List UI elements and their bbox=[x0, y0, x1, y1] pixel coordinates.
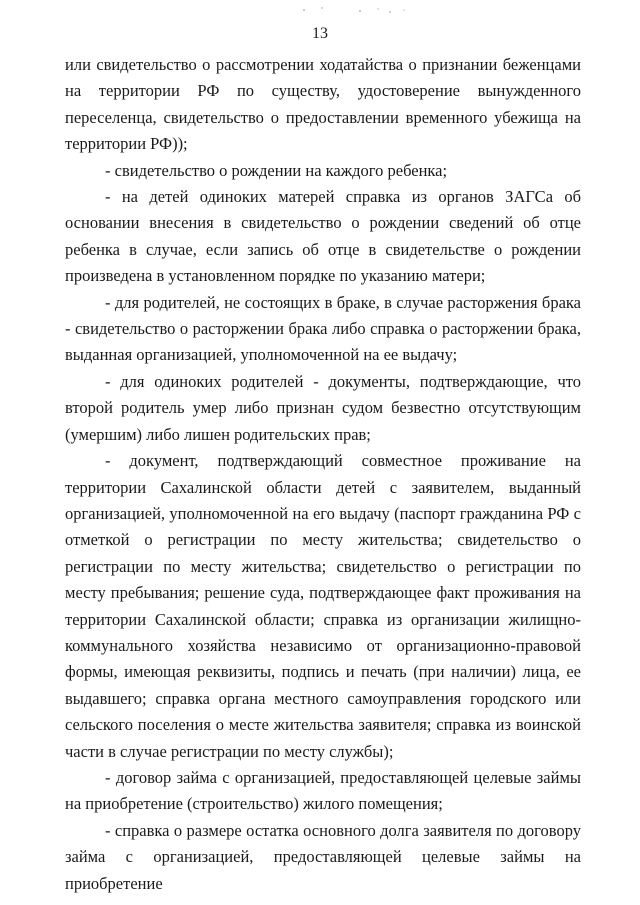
paragraph: или свидетельство о рассмотрении ходатайства о признании беженцами на территории РФ по существу, удостоверение вынужденного переселенца, свидетельство о предоставлении временного убежища на территории РФ)); bbox=[65, 55, 581, 154]
paragraph: - документ, подтверждающий совместное проживание на территории Сахалинской области детей с заявителем, выданный организацией, уполномоченной на его выдачу (паспорт гражданина РФ с отметкой о регистрации по месту жительства; свидетельство о регистрации по месту жительства; свидетельство о регистрации по месту пребывания; решение суда, подтверждающее факт проживания на территории Сахалинской области; справка из организации жилищно-коммунального хозяйства независимо от организационно-правовой формы, имеющая реквизиты, подпись и печать (при наличии) лица, ее выдавшего; справка органа местного самоуправления городского или сельского поселения о месте жительства заявителя; справка из воинской части в случае регистрации по месту службы); bbox=[65, 451, 581, 761]
page-number: 13 bbox=[312, 25, 328, 42]
paragraph: - справка о размере остатка основного долга заявителя по договору займа с организацией, предоставляющей целевые займы на приобретение bbox=[65, 820, 581, 893]
paragraph: - договор займа с организацией, предоставляющей целевые займы на приобретение (строительство) жилого помещения; bbox=[65, 767, 581, 814]
document-body bbox=[65, 52, 581, 897]
scan-artifacts bbox=[300, 4, 420, 16]
paragraph: - свидетельство о рождении на каждого ребенка; bbox=[105, 160, 448, 180]
paragraph: - для родителей, не состоящих в браке, в случае расторжения брака - свидетельство о расторжении брака либо справка о расторжении брака, выданная организацией, уполномоченной на ее выдачу; bbox=[65, 292, 581, 365]
paragraph: - для одиноких родителей - документы, подтверждающие, что второй родитель умер либо признан судом безвестно отсутствующим (умершим) либо лишен родительских прав; bbox=[65, 371, 581, 444]
paragraph: - на детей одиноких матерей справка из органов ЗАГСа об основании внесения в свидетельство о рождении сведений об отце ребенка в случае, если запись об отце в свидетельстве о рождении произведена в установленном порядке по указанию матери; bbox=[65, 187, 581, 286]
